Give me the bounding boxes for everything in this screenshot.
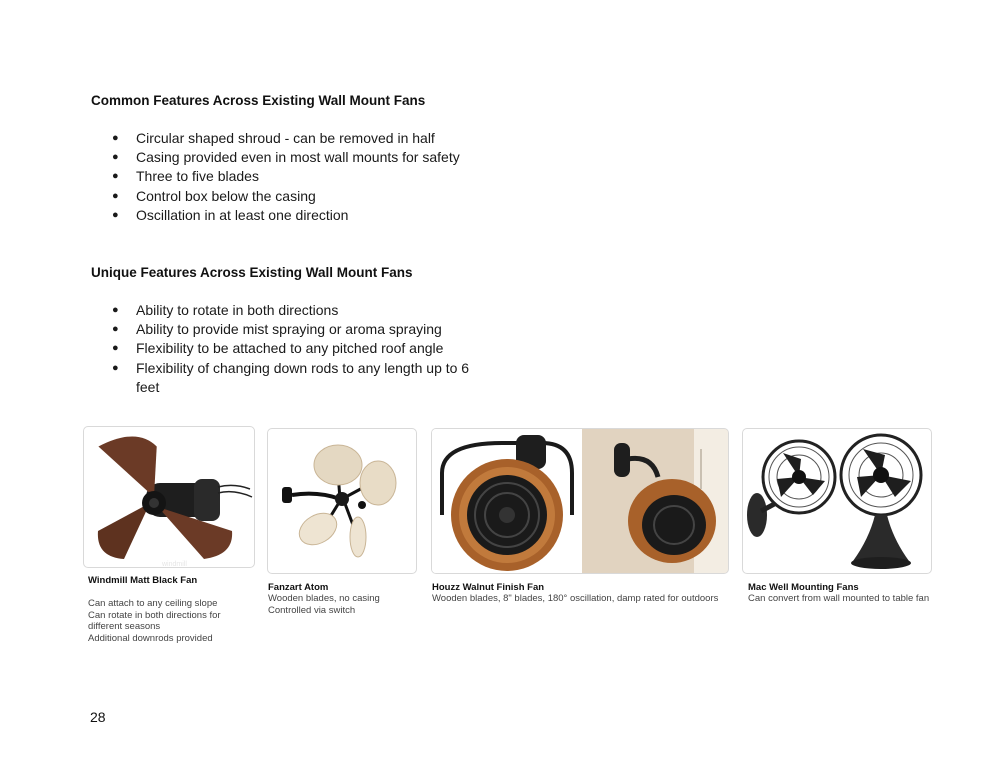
common-features-heading: Common Features Across Existing Wall Mount Fans xyxy=(91,93,426,108)
list-item: ● Control box below the casing xyxy=(112,187,472,206)
list-item: ● Casing provided even in most wall mounts for safety xyxy=(112,148,472,167)
list-item: ● Ability to provide mist spraying or aroma spraying xyxy=(112,320,472,339)
fan-title: Windmill Matt Black Fan xyxy=(88,575,198,586)
list-item: ● Circular shaped shroud - can be removed in half xyxy=(112,129,472,148)
mac-well-image xyxy=(742,428,932,574)
fan-title: Houzz Walnut Finish Fan xyxy=(432,582,545,593)
list-item: ● Three to five blades xyxy=(112,167,472,186)
unique-features-list xyxy=(112,301,472,397)
list-item: ● Flexibility to be attached to any pitched roof angle xyxy=(112,339,472,358)
fan-description-line: Wooden blades, 8" blades, 180° oscillation, damp rated for outdoors xyxy=(432,593,719,604)
fan-title: Mac Well Mounting Fans xyxy=(748,582,859,593)
fanzart-atom-image xyxy=(267,428,417,574)
fan-description-line: Additional downrods provided xyxy=(88,632,213,644)
fan-description-line: Can rotate in both directions for xyxy=(88,609,221,621)
common-features-list xyxy=(112,129,472,225)
fan-description-line: different seasons xyxy=(88,621,161,632)
fan-description-line: Can attach to any ceiling slope xyxy=(88,598,218,609)
windmill-watermark: windmill xyxy=(162,561,187,567)
fan-description xyxy=(432,593,718,605)
unique-features-heading: Unique Features Across Existing Wall Mount Fans xyxy=(91,265,413,280)
fan-description xyxy=(748,593,929,605)
fan-description-line: Wooden blades, no casing xyxy=(268,593,380,604)
fan-description xyxy=(268,593,380,616)
fan-description xyxy=(88,598,221,644)
windmill-fan-image xyxy=(83,426,255,568)
list-item: ● Oscillation in at least one direction xyxy=(112,206,472,225)
fan-description-line: Controlled via switch xyxy=(268,604,356,616)
houzz-walnut-image xyxy=(431,428,729,574)
list-item: ● Ability to rotate in both directions xyxy=(112,301,472,320)
fan-description-line: Can convert from wall mounted to table fan xyxy=(748,593,930,604)
list-item: ● Flexibility of changing down rods to any length up to 6 feet xyxy=(112,359,472,397)
page-number: 28 xyxy=(90,709,106,725)
fan-title: Fanzart Atom xyxy=(268,582,329,593)
